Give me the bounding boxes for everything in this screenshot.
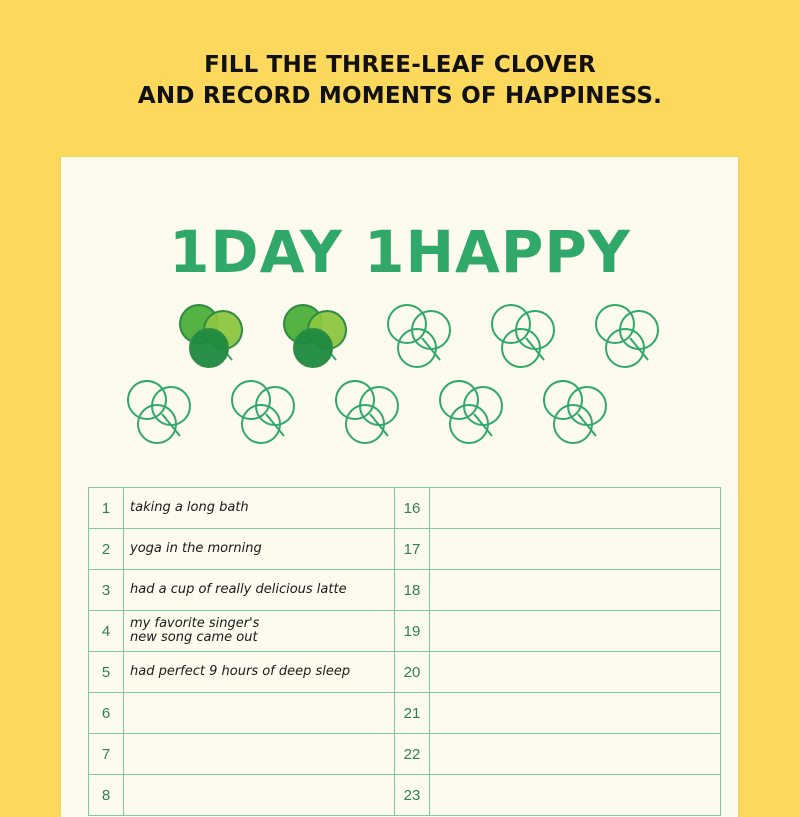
entry-number: 6 [89,693,124,734]
happiness-log-table [88,487,721,816]
headline-line-2: AND RECORD MOMENTS OF HAPPINESS. [137,83,663,109]
entry-text-field[interactable] [430,734,721,775]
entry-text-field[interactable] [430,570,721,611]
log-row [89,693,721,734]
entry-text-field[interactable]: my favorite singer's new song came out [124,611,395,652]
headline-line-1: FILL THE THREE-LEAF CLOVER [204,52,596,78]
entry-text-field[interactable] [430,652,721,693]
entry-text-field[interactable]: yoga in the morning [124,529,395,570]
log-row [89,570,721,611]
clover-icon[interactable] [336,381,398,443]
entry-number: 17 [395,529,430,570]
entry-number: 7 [89,734,124,775]
clover-leaf[interactable] [492,305,530,343]
entry-number: 22 [395,734,430,775]
log-row [89,488,721,529]
entry-text-field[interactable] [430,488,721,529]
entry-text-field[interactable] [430,775,721,816]
clover-icon[interactable] [128,381,190,443]
entry-text-field[interactable]: taking a long bath [124,488,395,529]
log-row [89,775,721,816]
entry-text-field[interactable] [124,775,395,816]
clover-icon[interactable] [596,305,658,367]
entry-text-field[interactable] [430,693,721,734]
clover-icon[interactable] [284,305,346,367]
entry-number: 5 [89,652,124,693]
entry-number: 2 [89,529,124,570]
entry-text-field[interactable]: had perfect 9 hours of deep sleep [124,652,395,693]
clover-icon[interactable] [388,305,450,367]
entry-text-field[interactable] [124,734,395,775]
clover-icon[interactable] [440,381,502,443]
entry-number: 16 [395,488,430,529]
log-row [89,734,721,775]
clover-icon[interactable] [232,381,294,443]
entry-number: 3 [89,570,124,611]
log-row [89,529,721,570]
entry-text-field[interactable]: had a cup of really delicious latte [124,570,395,611]
clover-leaf[interactable] [440,381,478,419]
entry-number: 21 [395,693,430,734]
clover-leaf[interactable] [596,305,634,343]
clover-icon[interactable] [492,305,554,367]
clover-leaf[interactable] [294,329,332,367]
clover-leaf[interactable] [232,381,270,419]
entry-number: 19 [395,611,430,652]
clover-icon[interactable] [180,305,242,367]
entry-number: 20 [395,652,430,693]
entry-number: 4 [89,611,124,652]
log-row [89,611,721,652]
entry-text-field[interactable] [124,693,395,734]
entry-number: 8 [89,775,124,816]
clover-leaf[interactable] [544,381,582,419]
entry-number: 1 [89,488,124,529]
entry-text-field[interactable] [430,529,721,570]
clover-icon[interactable] [544,381,606,443]
entry-text-field[interactable] [430,611,721,652]
clover-leaf[interactable] [190,329,228,367]
log-row [89,652,721,693]
clover-leaf[interactable] [388,305,426,343]
entry-number: 23 [395,775,430,816]
sheet-title: 1DAY 1HAPPY [169,218,631,286]
clover-leaf[interactable] [128,381,166,419]
clover-leaf[interactable] [336,381,374,419]
entry-number: 18 [395,570,430,611]
